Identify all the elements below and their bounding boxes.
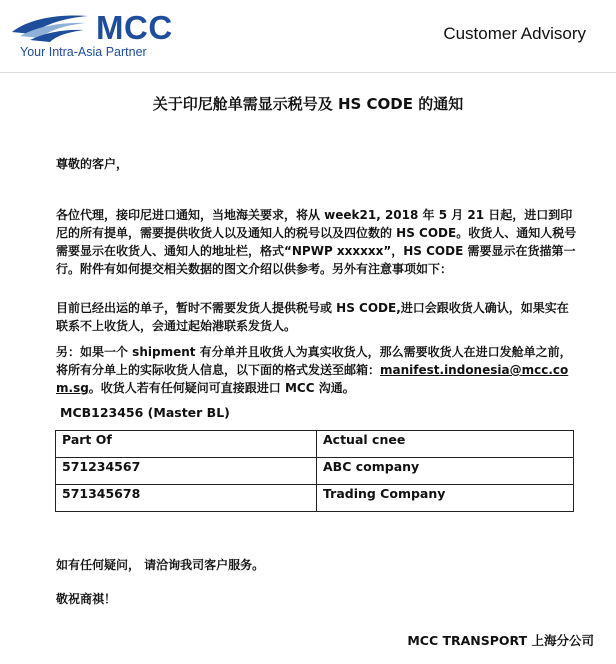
greeting: 尊敬的客户， (56, 157, 129, 171)
logo-tagline: Your Intra-Asia Partner (20, 45, 147, 59)
table-row (56, 458, 574, 485)
paragraph-house-bl-tail: 。收货人若有任何疑问可直接跟进口 MCC 沟通。 (88, 381, 355, 395)
notice-title: 关于印尼舱单需显示税号及 HS CODE 的通知 (152, 95, 464, 113)
table-cell: 571345678 (56, 485, 317, 512)
mcc-logo (10, 8, 210, 64)
consignee-table (55, 430, 574, 512)
table-header-cell: Part Of (56, 431, 317, 458)
contact-note: 如有任何疑问， 请洽询我司客户服务。 (56, 558, 265, 572)
table-cell: ABC company (317, 458, 574, 485)
master-bl-number: MCB123456 (Master BL) (60, 405, 230, 420)
header-divider (0, 72, 616, 73)
table-header-cell: Actual cnee (317, 431, 574, 458)
logo-text: MCC (96, 9, 173, 46)
closing-regards: 敬祝商祺！ (56, 592, 117, 606)
paragraph-requirements: 各位代理，接印尼进口通知，当地海关要求，将从 week21, 2018 年 5 月 21 日起，进口到印尼的所有提单，需要提供收货人以及通知人的税号以及四位数的 HS CODE。收货人、通知人税号需要显示在收货人、通知人的地址栏，格式“NPWP xxxxxx”，HS CODE 需要显示在货描第一行。附件有如何提交相关数据的图文介绍以供参考。另外有注意事项如下： (56, 208, 577, 276)
swoosh-logo-icon (10, 12, 90, 44)
table-cell: Trading Company (317, 485, 574, 512)
table-row (56, 485, 574, 512)
paragraph-shipped-orders: 目前已经出运的单子，暂时不需要发货人提供税号或 HS CODE,进口会跟收货人确认，如果实在联系不上收货人，会通过起始港联系发货人。 (56, 301, 569, 333)
table-header-row (56, 431, 574, 458)
email-link[interactable]: manifest.indonesia@mcc.com.sg (56, 363, 569, 395)
paragraph-house-bl (56, 343, 578, 397)
table-cell: 571234567 (56, 458, 317, 485)
paragraph-house-bl-text: 另：如果一个 shipment 有分单并且收货人为真实收货人，那么需要收货人在进口发舱单之前，将所有分单上的实际收货人信息，以下面的格式发送至邮箱： (56, 345, 572, 377)
customer-advisory-label: Customer Advisory (443, 24, 586, 43)
header (0, 0, 616, 72)
company-signature: MCC TRANSPORT 上海分公司 (407, 633, 594, 648)
